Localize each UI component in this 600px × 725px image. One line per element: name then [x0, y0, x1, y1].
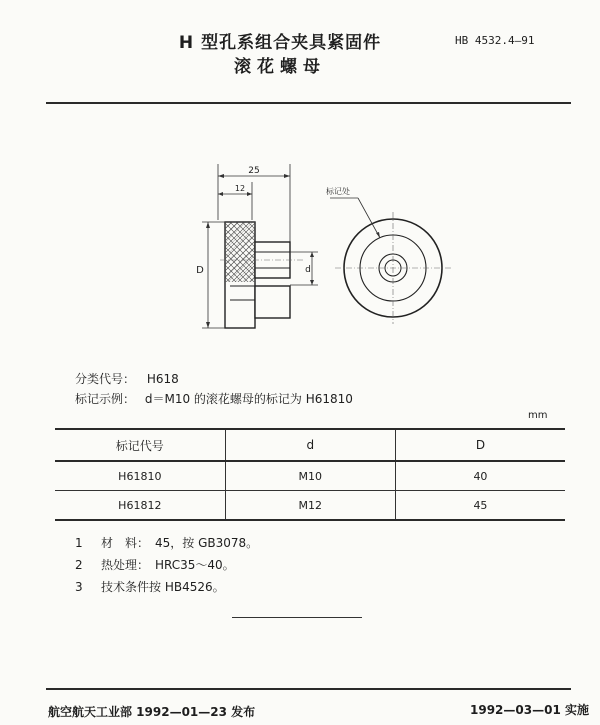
dimension-D-label: D	[196, 265, 204, 276]
dimension-12	[218, 182, 252, 220]
table-header-cell: D	[395, 429, 565, 461]
footer-effective: 1992—03—01 实施	[470, 703, 589, 717]
dimension-d	[290, 252, 318, 285]
technical-drawing	[180, 160, 480, 340]
table-cell: 40	[395, 461, 565, 491]
note-item	[75, 554, 258, 576]
note-number: 3	[75, 580, 83, 594]
end-rule	[232, 617, 362, 618]
table-header-cell: 标记代号	[55, 429, 225, 461]
header-rule	[46, 102, 571, 104]
footer-publisher: 航空航天工业部 1992—01—23 发布	[48, 705, 256, 719]
spec-table	[55, 428, 565, 521]
side-view	[220, 222, 305, 328]
table-cell: M10	[225, 461, 395, 491]
example-value: d＝M10 的滚花螺母的标记为 H61810	[144, 392, 353, 406]
dimension-12-label: 12	[234, 184, 246, 193]
dimension-D	[196, 222, 225, 328]
table-cell: H61812	[55, 491, 225, 521]
note-text: 技术条件按 HB4526。	[101, 580, 225, 594]
note-number: 2	[75, 558, 83, 572]
table-cell: 45	[395, 491, 565, 521]
document-subtitle: 滚花螺母	[234, 57, 326, 77]
table-header-cell: d	[225, 429, 395, 461]
table-row	[55, 491, 565, 521]
table-header-row	[55, 429, 565, 461]
footer-rule	[46, 688, 571, 690]
table-row	[55, 461, 565, 491]
table-cell: M12	[225, 491, 395, 521]
example-line	[75, 390, 353, 407]
classification-line	[75, 370, 179, 387]
unit-label: mm	[528, 410, 548, 421]
notes-list	[75, 532, 258, 598]
example-label: 标记示例：	[75, 392, 136, 406]
note-text: 热处理： HRC35～40。	[101, 558, 235, 572]
table-cell: H61810	[55, 461, 225, 491]
classification-value: H618	[146, 372, 179, 386]
standard-number: HB 4532.4—91	[455, 34, 535, 47]
dimension-25-label: 25	[248, 166, 260, 176]
marking-callout-label: 标记处	[326, 187, 350, 196]
note-number: 1	[75, 536, 83, 550]
note-item	[75, 532, 258, 554]
classification-label: 分类代号：	[75, 372, 136, 386]
dimension-d-label: d	[305, 265, 311, 275]
front-view	[335, 212, 451, 324]
document-title: H 型孔系组合夹具紧固件	[178, 33, 382, 53]
note-item	[75, 576, 258, 598]
note-text: 材 料： 45，按 GB3078。	[101, 536, 259, 550]
